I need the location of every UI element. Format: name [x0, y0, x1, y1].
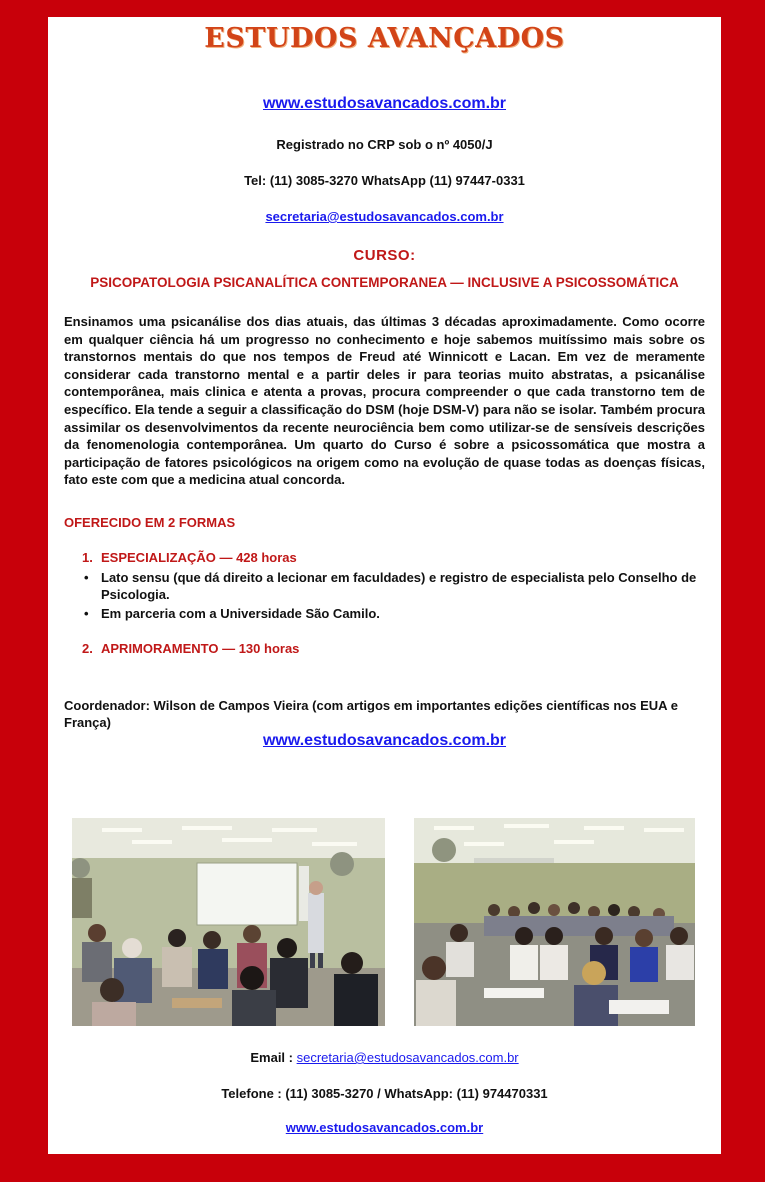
option2-number: 2. [82, 641, 93, 656]
coordinator-text: Coordenador: Wilson de Campos Vieira (com artigos em importantes edições científicas nos EUA e França) [64, 698, 678, 730]
classroom-photo-audience [414, 818, 695, 1026]
email-link-top[interactable] [48, 209, 721, 224]
option1-number: 1. [82, 550, 93, 565]
website-link-text[interactable]: www.estudosavancados.com.br [262, 95, 507, 112]
footer-website-link[interactable]: www.estudosavancados.com.br [285, 1120, 484, 1135]
footer-email-label: Email : [250, 1050, 297, 1065]
offer-heading: OFERECIDO EM 2 FORMAS [64, 515, 236, 530]
footer-phone: Telefone : (11) 3085-3270 / WhatsApp: (11) 974470331 [221, 1086, 548, 1101]
bullet-dot: • [84, 606, 89, 621]
footer-email-link[interactable]: secretaria@estudosavancados.com.br [296, 1050, 519, 1065]
bullet-dot: • [84, 570, 89, 585]
logo-text: ESTUDOS AVANÇADOS [204, 23, 565, 54]
classroom-photo-lecturer [72, 818, 385, 1026]
phone-line: Tel: (11) 3085-3270 WhatsApp (11) 97447-0331 [244, 173, 525, 188]
email-link-text[interactable]: secretaria@estudosavancados.com.br [265, 209, 504, 224]
website-link-mid-text[interactable]: www.estudosavancados.com.br [262, 732, 507, 749]
bullet-item-1: Lato sensu (que dá direito a lecionar em faculdades) e registro de especialista pelo Conselho de Psicologia. [101, 570, 697, 602]
registration-text: Registrado no CRP sob o nº 4050/J [276, 137, 493, 152]
logo [48, 23, 721, 54]
option1-label: ESPECIALIZAÇÃO — 428 horas [101, 550, 297, 565]
footer-website[interactable] [48, 1120, 721, 1135]
flyer-page [48, 17, 721, 1154]
website-link-top[interactable] [48, 95, 721, 113]
footer-email [48, 1050, 721, 1065]
course-name: PSICOPATOLOGIA PSICANALÍTICA CONTEMPORANEA — INCLUSIVE A PSICOSSOMÁTICA [90, 275, 679, 290]
option2-label: APRIMORAMENTO — 130 horas [101, 641, 300, 656]
bullet-item-2: Em parceria com a Universidade São Camilo. [101, 606, 380, 621]
website-link-mid[interactable] [48, 732, 721, 750]
course-description: Ensinamos uma psicanálise dos dias atuais, das últimas 3 décadas aproximadamente. Como ocorre em qualquer ciência há um progresso no conhecimento e hoje sabemos muitíssimo mais sobre os transtornos mentais do que nos tempos de Freud até Winnicott e Lacan. Em vez de meramente considerar cada transtorno mental e a partir deles ir para teorias muito abstratas, a psicanálise contemporânea, mais clinica e atenta a provas, procura compreender o que cada transtorno tem de específico. Ela tende a seguir a classificação do DSM (hoje DSM-V) para não se isolar. Também procura assimilar os desenvolvimentos da recente neurociência bem como utilizar-se de sensíveis descrições da fenomenologia contemporânea. Um quarto do Curso é sobre a psicossomática que mostra a participação de fatores psicológicos na origem como na evolução de quase todas as doenças físicas, fato este com que a medicina atual concorda. [64, 314, 705, 488]
course-label: CURSO: [353, 247, 416, 264]
